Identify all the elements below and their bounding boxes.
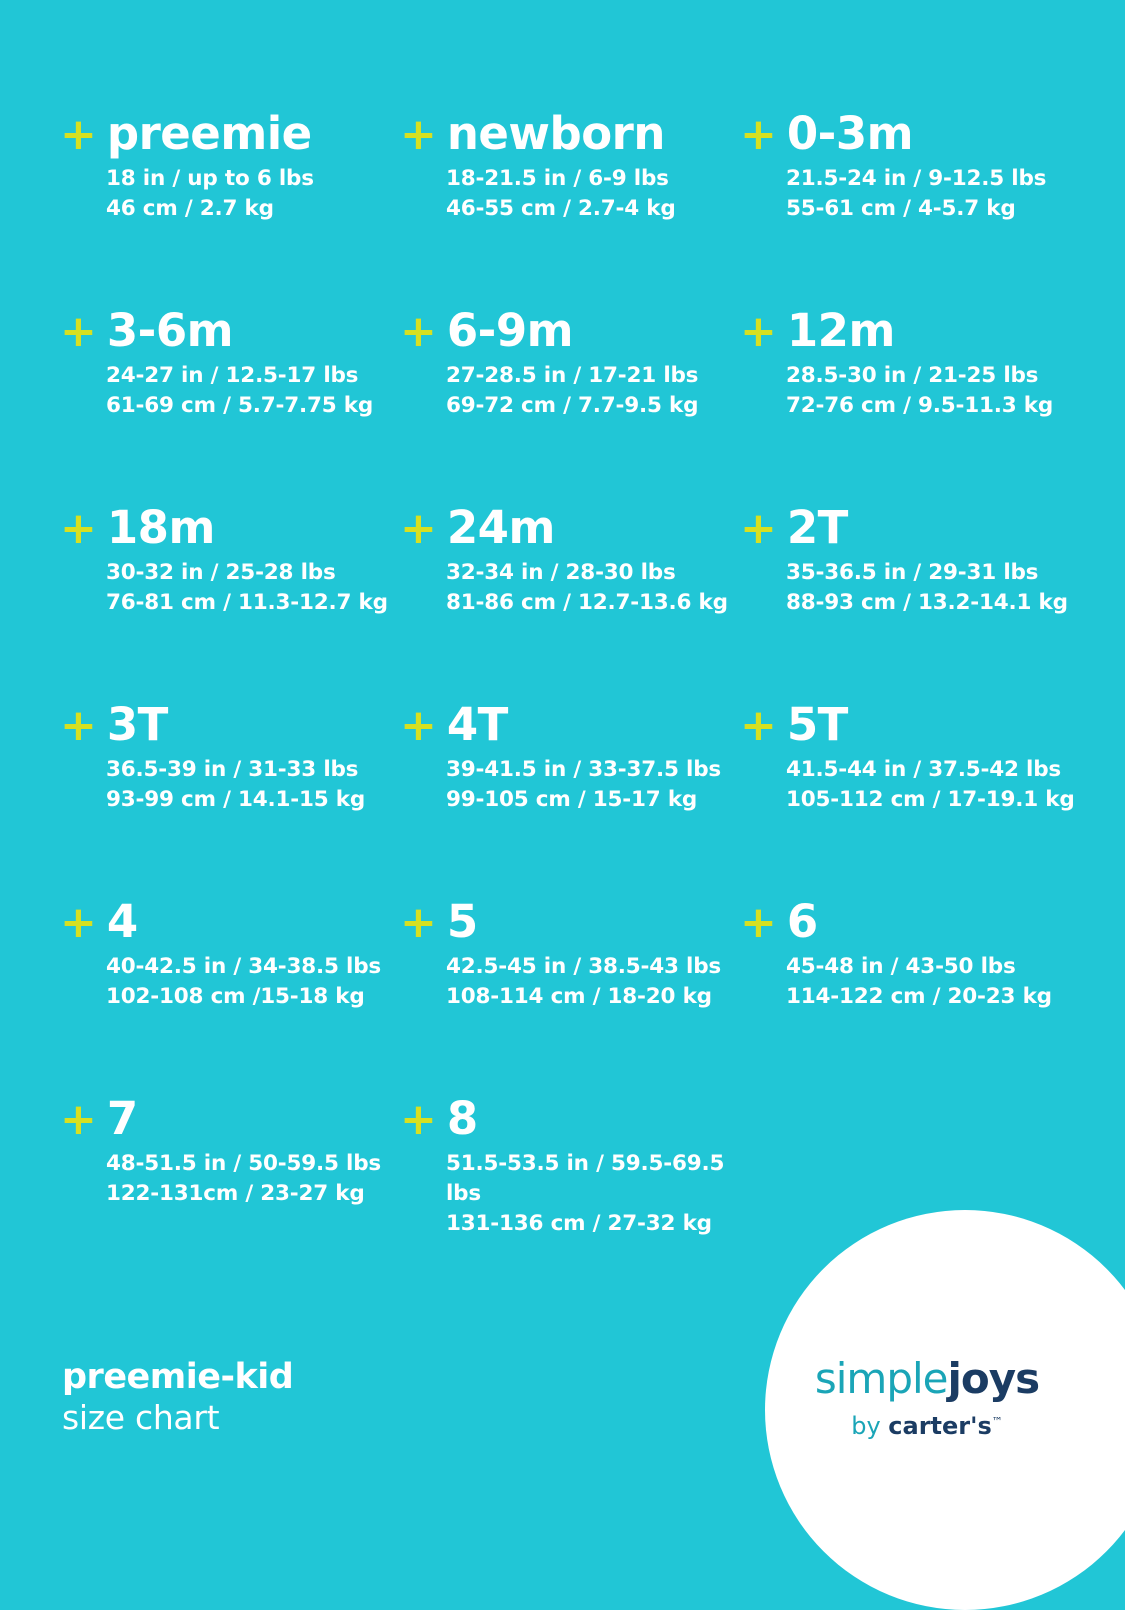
size-entry-4 <box>60 895 400 1095</box>
size-imperial: 28.5-30 in / 21-25 lbs <box>786 363 1039 388</box>
plus-icon: + <box>740 897 777 948</box>
size-label: 24m <box>446 501 555 554</box>
chart-title <box>62 1356 293 1438</box>
size-heading <box>740 107 1080 160</box>
size-label: 12m <box>786 304 895 357</box>
size-heading <box>400 107 740 160</box>
size-entry-3-6m <box>60 304 400 504</box>
size-entry-3t <box>60 698 400 898</box>
size-heading <box>60 304 400 357</box>
size-heading <box>400 895 740 948</box>
size-entry-5 <box>400 895 740 1095</box>
size-label: 3-6m <box>106 304 234 357</box>
plus-icon: + <box>60 700 97 751</box>
size-entry-4t <box>400 698 740 898</box>
size-imperial: 39-41.5 in / 33-37.5 lbs <box>446 757 722 782</box>
size-heading <box>60 1092 400 1145</box>
size-label: 2T <box>786 501 848 554</box>
size-imperial: 51.5-53.5 in / 59.5-69.5 lbs <box>446 1151 725 1206</box>
size-label: preemie <box>106 107 312 160</box>
plus-icon: + <box>740 109 777 160</box>
size-metric: 46 cm / 2.7 kg <box>106 196 274 221</box>
plus-icon: + <box>400 306 437 357</box>
size-entry-newborn <box>400 107 740 307</box>
size-label: newborn <box>446 107 665 160</box>
size-heading <box>400 304 740 357</box>
size-label: 18m <box>106 501 215 554</box>
size-entry-0-3m <box>740 107 1080 307</box>
size-label: 7 <box>106 1092 138 1145</box>
plus-icon: + <box>60 897 97 948</box>
size-label: 5T <box>786 698 848 751</box>
size-metric: 81-86 cm / 12.7-13.6 kg <box>446 590 728 615</box>
size-heading <box>740 698 1080 751</box>
size-heading <box>60 698 400 751</box>
size-heading <box>60 895 400 948</box>
size-metric: 69-72 cm / 7.7-9.5 kg <box>446 393 699 418</box>
size-heading <box>400 1092 740 1145</box>
size-imperial: 27-28.5 in / 17-21 lbs <box>446 363 699 388</box>
chart-title-line2: size chart <box>62 1398 220 1437</box>
size-label: 4T <box>446 698 508 751</box>
size-imperial: 42.5-45 in / 38.5-43 lbs <box>446 954 722 979</box>
size-heading <box>740 895 1080 948</box>
size-label: 3T <box>106 698 168 751</box>
size-imperial: 21.5-24 in / 9-12.5 lbs <box>786 166 1047 191</box>
size-imperial: 40-42.5 in / 34-38.5 lbs <box>106 954 382 979</box>
plus-icon: + <box>60 503 97 554</box>
size-heading <box>400 501 740 554</box>
size-imperial: 45-48 in / 43-50 lbs <box>786 954 1016 979</box>
brand-logo-carters: carter's <box>888 1412 992 1440</box>
size-entry-6 <box>740 895 1080 1095</box>
size-metric: 105-112 cm / 17-19.1 kg <box>786 787 1075 812</box>
size-entry-2t <box>740 501 1080 701</box>
size-label: 8 <box>446 1092 478 1145</box>
size-imperial: 18 in / up to 6 lbs <box>106 166 314 191</box>
plus-icon: + <box>740 503 777 554</box>
size-grid <box>60 107 1080 1292</box>
size-entry-8 <box>400 1092 740 1292</box>
size-entry-preemie <box>60 107 400 307</box>
size-heading <box>60 107 400 160</box>
plus-icon: + <box>60 109 97 160</box>
size-entry-7 <box>60 1092 400 1292</box>
size-label: 5 <box>446 895 478 948</box>
plus-icon: + <box>400 503 437 554</box>
size-label: 6 <box>786 895 818 948</box>
chart-title-line1: preemie-kid <box>62 1357 294 1397</box>
brand-logo-wordmark <box>777 1356 1077 1402</box>
size-metric: 114-122 cm / 20-23 kg <box>786 984 1052 1009</box>
trademark-icon: ™ <box>991 1415 1003 1428</box>
brand-logo <box>777 1356 1077 1440</box>
plus-icon: + <box>400 897 437 948</box>
size-label: 0-3m <box>786 107 914 160</box>
size-metric: 72-76 cm / 9.5-11.3 kg <box>786 393 1054 418</box>
size-metric: 76-81 cm / 11.3-12.7 kg <box>106 590 388 615</box>
size-heading <box>740 501 1080 554</box>
size-label: 4 <box>106 895 138 948</box>
size-metric: 46-55 cm / 2.7-4 kg <box>446 196 676 221</box>
size-imperial: 30-32 in / 25-28 lbs <box>106 560 336 585</box>
size-metric: 55-61 cm / 4-5.7 kg <box>786 196 1016 221</box>
brand-logo-joys: joys <box>947 1354 1040 1403</box>
size-entry-12m <box>740 304 1080 504</box>
size-metric: 61-69 cm / 5.7-7.75 kg <box>106 393 374 418</box>
plus-icon: + <box>60 306 97 357</box>
plus-icon: + <box>400 1094 437 1145</box>
size-imperial: 36.5-39 in / 31-33 lbs <box>106 757 359 782</box>
size-entry-24m <box>400 501 740 701</box>
size-metric: 122-131cm / 23-27 kg <box>106 1181 365 1206</box>
size-heading <box>400 698 740 751</box>
size-label: 6-9m <box>446 304 574 357</box>
brand-logo-by: by <box>851 1412 881 1440</box>
plus-icon: + <box>740 306 777 357</box>
size-heading <box>60 501 400 554</box>
size-metric: 93-99 cm / 14.1-15 kg <box>106 787 366 812</box>
size-metric: 88-93 cm / 13.2-14.1 kg <box>786 590 1068 615</box>
size-heading <box>740 304 1080 357</box>
size-imperial: 48-51.5 in / 50-59.5 lbs <box>106 1151 382 1176</box>
size-metric: 102-108 cm /15-18 kg <box>106 984 365 1009</box>
size-entry-6-9m <box>400 304 740 504</box>
plus-icon: + <box>740 700 777 751</box>
size-metric: 131-136 cm / 27-32 kg <box>446 1211 712 1236</box>
size-imperial: 41.5-44 in / 37.5-42 lbs <box>786 757 1062 782</box>
size-imperial: 24-27 in / 12.5-17 lbs <box>106 363 359 388</box>
plus-icon: + <box>60 1094 97 1145</box>
size-metric: 108-114 cm / 18-20 kg <box>446 984 712 1009</box>
size-imperial: 32-34 in / 28-30 lbs <box>446 560 676 585</box>
size-metric: 99-105 cm / 15-17 kg <box>446 787 698 812</box>
size-imperial: 35-36.5 in / 29-31 lbs <box>786 560 1039 585</box>
size-imperial: 18-21.5 in / 6-9 lbs <box>446 166 669 191</box>
plus-icon: + <box>400 700 437 751</box>
size-entry-18m <box>60 501 400 701</box>
plus-icon: + <box>400 109 437 160</box>
brand-logo-simple: simple <box>814 1354 948 1403</box>
size-entry-5t <box>740 698 1080 898</box>
brand-logo-byline <box>777 1408 1077 1440</box>
